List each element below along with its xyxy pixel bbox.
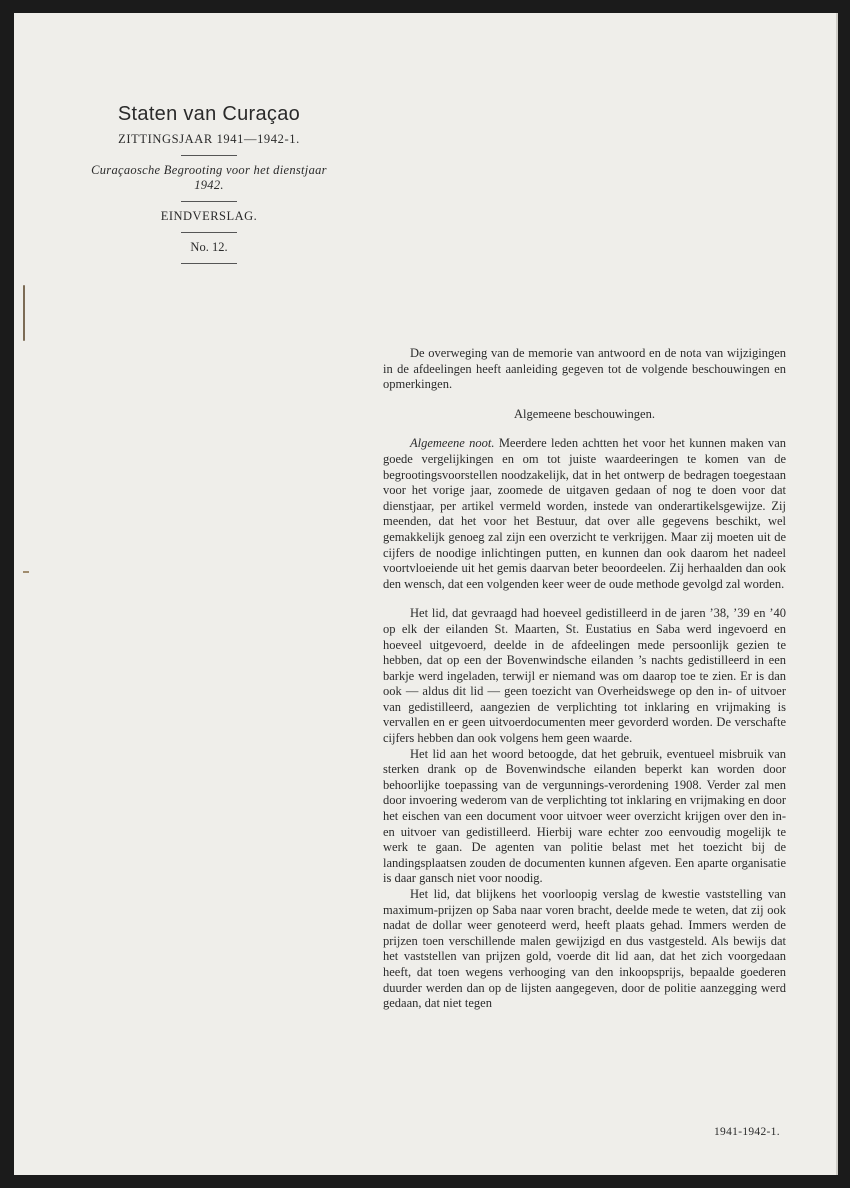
paragraph-text: Meerdere leden achtten het voor het kunnen maken van goede vergelijkingen en om tot juiste waardeeringen te komen van de begrootingsvoorstellen noodzakelijk, dat in het ontwerp de bedragen toegestaan voor het vorige jaar, zoomede de uitgaven gedaan of nog te doen voor dat dienstjaar, per artikel vermeld worden, instede van onderartikelsgewijze. Zij meenden, dat het voor het Bestuur, dat over alle gegevens beschikt, wel gemakkelijk genoeg zal zijn een overzicht te verkrijgen. Maar zij moeten uit de cijfers de noodige inlichtingen putten, en kunnen dan ook daarom het nadeel voortvloeiende uit het gemis daarvan beter beoordeelen. Zij herhaalden dan ook den wensch, dat een volgenden keer weer de oude methode gevolgd zal worden. (383, 436, 786, 591)
header-divider (181, 201, 237, 202)
paragraph-licensing: Het lid aan het woord betoogde, dat het gebruik, eventueel misbruik van sterken drank op de Bovenwindsche eilanden beperkt kan worden door behoorlijke toepassing van de vergunnings-verordening 1908. Verder zal men door invoering wederom van de verplichting tot inklaring en vrijmaking en door het eischen van een document voor uitvoer weer overzicht krijgen over den in- en uitvoer van gedistilleerd. Hierbij ware echter zoo eenvoudig mogelijk te werk te gaan. De agenten van politie belast met het toezicht bij de landingsplaatsen zouden de documenten kunnen afgeven. Een aparte organisatie is daar gansch niet voor noodig. (383, 746, 786, 886)
paper-mark (23, 571, 29, 573)
header-divider (181, 232, 237, 233)
body-text (383, 346, 786, 1012)
intro-paragraph: De overweging van de memorie van antwoord en de nota van wijzigingen in de afdeelingen heeft aanleiding gegeven tot de volgende beschouwingen en opmerkingen. (383, 346, 786, 392)
document-page (14, 13, 838, 1175)
session-year: ZITTINGSJAAR 1941—1942-1. (118, 132, 300, 146)
staple-mark (23, 285, 25, 341)
paragraph-general-note (383, 436, 786, 592)
header-divider (181, 263, 237, 264)
document-title: Staten van Curaçao (117, 103, 301, 125)
paragraph-lead: Algemeene noot. (410, 436, 495, 451)
header-divider (181, 155, 237, 156)
footer-code: 1941-1942-1. (714, 1126, 780, 1138)
report-type: EINDVERSLAG. (160, 209, 258, 223)
paragraph-distilled-import: Het lid, dat gevraagd had hoeveel gedistilleerd in de jaren ’38, ’39 en ’40 op elk der eilanden St. Maarten, St. Eustatius en Saba werd ingevoerd en hoeveel uitgevoerd, deelde in de afdeelingen mede persoonlijk gezien te hebben, dat op een der Bovenwindsche eilanden ’s nachts gedistilleerd in een barkje werd ingeladen, terwijl er niemand was om daarop toe te zien. Er is dan ook — aldus dit lid — geen toezicht van Overheidswege op den in- of uitvoer van gedistilleerd, aangezien de verplichting tot inklaring en vrijmaking is vervallen en er geen uitvoerdocumenten meer gevorderd worden. De verschafte cijfers hebben dan ook volgens hem geen waarde. (383, 606, 786, 746)
paragraph-maximum-prices: Het lid, dat blijkens het voorloopig verslag de kwestie vaststelling van maximum-prijzen op Saba naar voren bracht, deelde mede te weten, dat zij ook nadat de dollar weer genoteerd werd, heeft plaats gehad. Immers werden de prijzen toen verschillende malen gewijzigd en dus vastgesteld. Als bewijs dat het vaststellen van prijzen gold, voerde dit lid aan, dat het zich voorgedaan heeft, dat toen wegens verhooging van den inkoopsprijs, bepaalde goederen duurder werden dan op de lijsten aangegeven, door de politie aanzegging werd gedaan, dat niet tegen (383, 887, 786, 1011)
document-subject: Curaçaosche Begrooting voor het dienstjaar 1942. (91, 163, 327, 192)
section-heading: Algemeene beschouwingen. (514, 406, 655, 421)
document-header (84, 103, 334, 271)
document-number: No. 12. (190, 240, 228, 254)
